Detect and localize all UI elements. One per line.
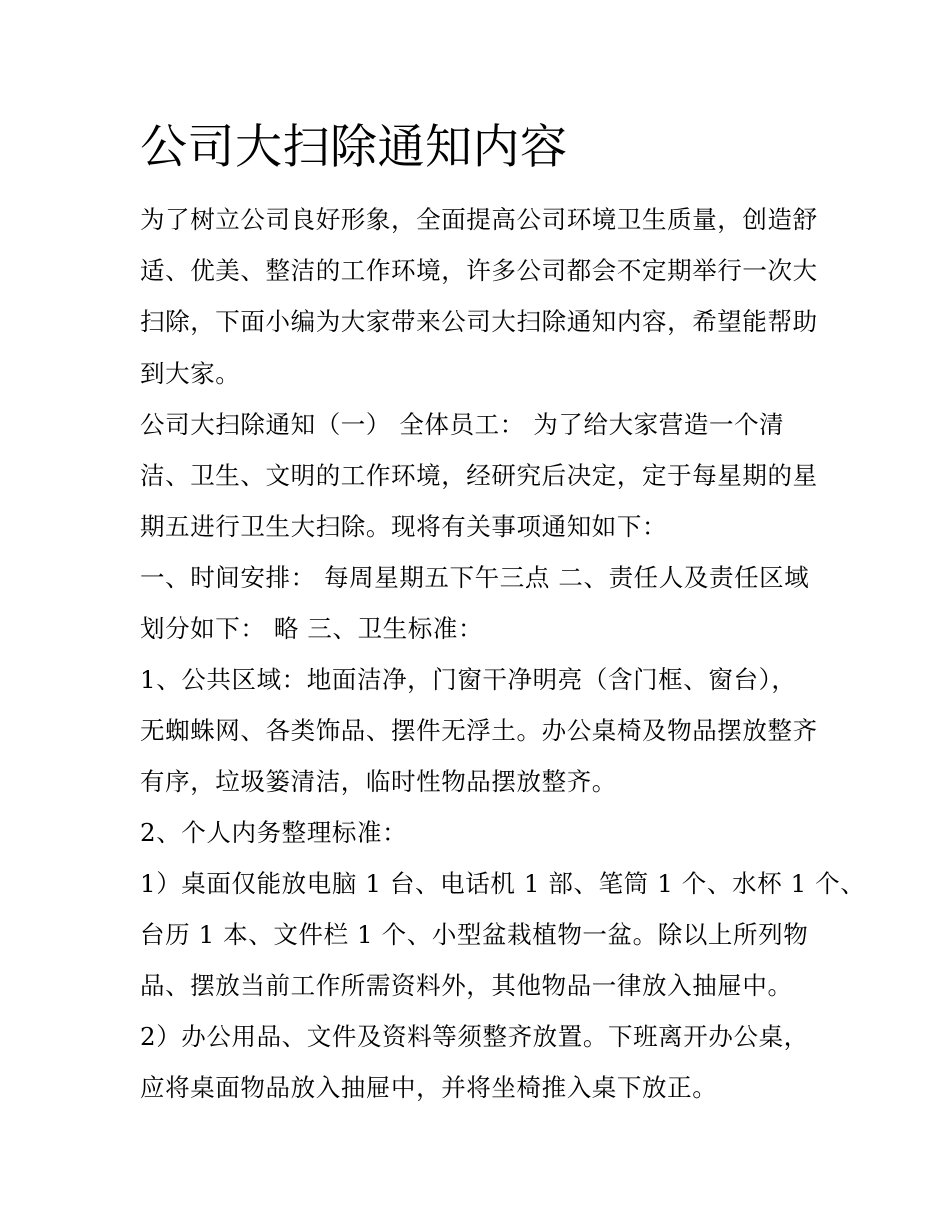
paragraph-line: 1、公共区域：地面洁净，门窗干净明亮（含门框、窗台）， xyxy=(140,665,797,694)
paragraph-line: 适、优美、整洁的工作环境，许多公司都会不定期举行一次大 xyxy=(140,256,818,285)
paragraph-line: 台历 1 本、文件栏 1 个、小型盆栽植物一盆。除以上所列物 xyxy=(140,920,809,949)
document-title: 公司大扫除通知内容 xyxy=(140,120,568,175)
paragraph-line: 2、个人内务整理标准： xyxy=(140,818,408,847)
paragraph-line: 1）桌面仅能放电脑 1 台、电话机 1 部、笔筒 1 个、水杯 1 个、 xyxy=(140,869,866,898)
paragraph-line: 公司大扫除通知（一） 全体员工： 为了给大家营造一个清 xyxy=(140,410,785,439)
paragraph-line: 期五进行卫生大扫除。现将有关事项通知如下： xyxy=(140,512,668,541)
paragraph-line: 一、时间安排： 每周星期五下午三点 二、责任人及责任区域 xyxy=(140,563,810,592)
paragraph-line: 无蜘蛛网、各类饰品、摆件无浮土。办公桌椅及物品摆放整齐 xyxy=(140,716,818,745)
paragraph-line: 应将桌面物品放入抽屉中，并将坐椅推入桌下放正。 xyxy=(140,1073,718,1102)
paragraph-line: 2）办公用品、文件及资料等须整齐放置。下班离开办公桌， xyxy=(140,1022,809,1051)
paragraph-line: 划分如下： 略 三、卫生标准： xyxy=(140,614,484,643)
paragraph-line: 为了树立公司良好形象，全面提高公司环境卫生质量，创造舒 xyxy=(140,205,818,234)
paragraph-line: 洁、卫生、文明的工作环境，经研究后决定，定于每星期的星 xyxy=(140,461,818,490)
paragraph-line: 扫除，下面小编为大家带来公司大扫除通知内容，希望能帮助 xyxy=(140,307,818,336)
paragraph-line: 有序，垃圾篓清洁，临时性物品摆放整齐。 xyxy=(140,767,617,796)
paragraph-line: 到大家。 xyxy=(140,359,241,388)
paragraph-line: 品、摆放当前工作所需资料外，其他物品一律放入抽屉中。 xyxy=(140,971,793,1000)
